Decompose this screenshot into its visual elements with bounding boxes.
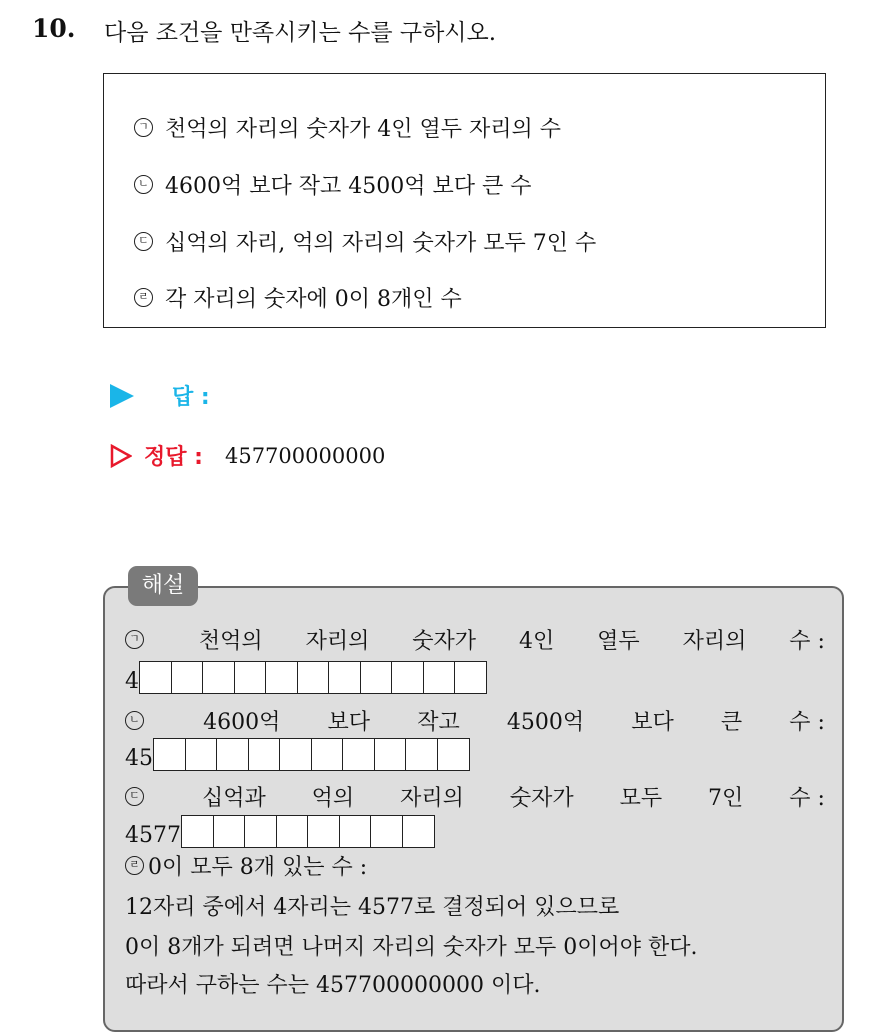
correct-answer-label: 정답 : — [144, 445, 203, 470]
digit-cells — [139, 661, 487, 694]
blank-digit-cell — [339, 815, 372, 848]
blank-digit-cell — [437, 738, 470, 771]
blank-digit-cell — [139, 661, 172, 694]
conditions-box — [103, 73, 826, 328]
word: 작고 — [417, 710, 460, 735]
explanation-box — [103, 586, 844, 1032]
word: 4인 — [518, 629, 555, 654]
circle-mark: ㄷ — [125, 787, 144, 806]
circle-mark: ㄹ — [134, 288, 153, 307]
blank-digit-cell — [234, 661, 267, 694]
blank-digit-cell — [244, 815, 277, 848]
word: 보다 — [631, 710, 674, 735]
blank-digit-cell — [370, 815, 403, 848]
word: 자리의 — [682, 629, 747, 654]
explanation-step-3 — [125, 781, 825, 812]
blank-digit-cell — [360, 661, 393, 694]
correct-answer-row — [110, 440, 385, 471]
blank-digit-cell — [454, 661, 487, 694]
blank-digit-cell — [405, 738, 438, 771]
word: 억의 — [311, 786, 355, 811]
digit-cells — [153, 738, 470, 771]
blank-digit-cell — [202, 661, 235, 694]
word: 수 : — [789, 629, 825, 654]
explanation-step-1 — [125, 624, 825, 655]
word: 4500억 — [506, 710, 585, 735]
condition-1 — [134, 112, 561, 143]
circle-mark: ㄴ — [134, 175, 153, 194]
blank-digit-cell — [185, 738, 218, 771]
blank-digit-cell — [181, 815, 214, 848]
condition-text: 십억의 자리, 억의 자리의 숫자가 모두 7인 수 — [165, 231, 597, 256]
blank-digit-cell — [423, 661, 456, 694]
blank-digit-cell — [171, 661, 204, 694]
condition-2 — [134, 169, 531, 200]
blank-digit-cell — [402, 815, 435, 848]
play-triangle-icon — [110, 384, 134, 408]
circle-mark: ㄷ — [134, 232, 153, 251]
question-number: 10. — [32, 14, 76, 43]
word: 열두 — [597, 629, 640, 654]
blank-digit-cell — [248, 738, 281, 771]
blank-row-2 — [125, 738, 470, 771]
blank-row-1 — [125, 661, 487, 694]
word: 십억과 — [201, 786, 266, 811]
circle-mark: ㄹ — [125, 856, 144, 875]
explanation-line-5: 12자리 중에서 4자리는 4577로 결정되어 있으므로 — [125, 895, 620, 920]
explanation-line-7: 따라서 구하는 수는 457700000000 이다. — [125, 973, 541, 998]
digit-cells — [181, 815, 435, 848]
condition-text: 천억의 자리의 숫자가 4인 열두 자리의 수 — [165, 117, 561, 142]
blank-digit-cell — [374, 738, 407, 771]
blank-digit-cell — [342, 738, 375, 771]
circle-mark: ㄱ — [134, 118, 153, 137]
word: 모두 — [619, 786, 663, 811]
word: 천억의 — [198, 629, 263, 654]
word: 7인 — [708, 786, 744, 811]
answer-row — [110, 380, 210, 411]
blank-digit-cell — [153, 738, 186, 771]
blank-digit-cell — [279, 738, 312, 771]
explanation-tab-label: 해설 — [128, 566, 198, 606]
word: 큰 — [720, 710, 743, 735]
prefix-digits: 45 — [125, 746, 153, 771]
correct-answer-value: 457700000000 — [224, 443, 386, 468]
prefix-digits: 4 — [125, 669, 139, 694]
answer-label: 답 : — [172, 385, 210, 410]
blank-digit-cell — [328, 661, 361, 694]
blank-digit-cell — [297, 661, 330, 694]
explanation-step-4 — [125, 850, 367, 881]
circle-mark: ㄱ — [125, 630, 144, 649]
condition-text: 각 자리의 숫자에 0이 8개인 수 — [165, 287, 462, 312]
question-text: 다음 조건을 만족시키는 수를 구하시오. — [104, 20, 497, 46]
prefix-digits: 4577 — [125, 823, 181, 848]
word: 자리의 — [305, 629, 370, 654]
word: 수 : — [789, 710, 825, 735]
explanation-line-6: 0이 8개가 되려면 나머지 자리의 숫자가 모두 0이어야 한다. — [125, 935, 698, 960]
explanation-step-2 — [125, 705, 825, 736]
blank-digit-cell — [311, 738, 344, 771]
word: 4600억 — [203, 710, 281, 735]
word: 보다 — [327, 710, 371, 735]
word: 숫자가 — [412, 629, 477, 654]
word: 자리의 — [400, 786, 464, 811]
blank-digit-cell — [276, 815, 309, 848]
condition-text: 4600억 보다 작고 4500억 보다 큰 수 — [165, 174, 532, 199]
blank-digit-cell — [265, 661, 298, 694]
blank-digit-cell — [391, 661, 424, 694]
blank-digit-cell — [216, 738, 249, 771]
condition-4 — [134, 282, 462, 313]
circle-mark: ㄴ — [125, 711, 144, 730]
blank-digit-cell — [307, 815, 340, 848]
condition-3 — [134, 226, 596, 257]
blank-digit-cell — [213, 815, 246, 848]
step4-text: 0이 모두 8개 있는 수 : — [148, 855, 368, 880]
outline-triangle-icon — [110, 444, 132, 468]
word: 숫자가 — [509, 786, 574, 811]
blank-row-3 — [125, 815, 435, 848]
word: 수 : — [789, 786, 825, 811]
